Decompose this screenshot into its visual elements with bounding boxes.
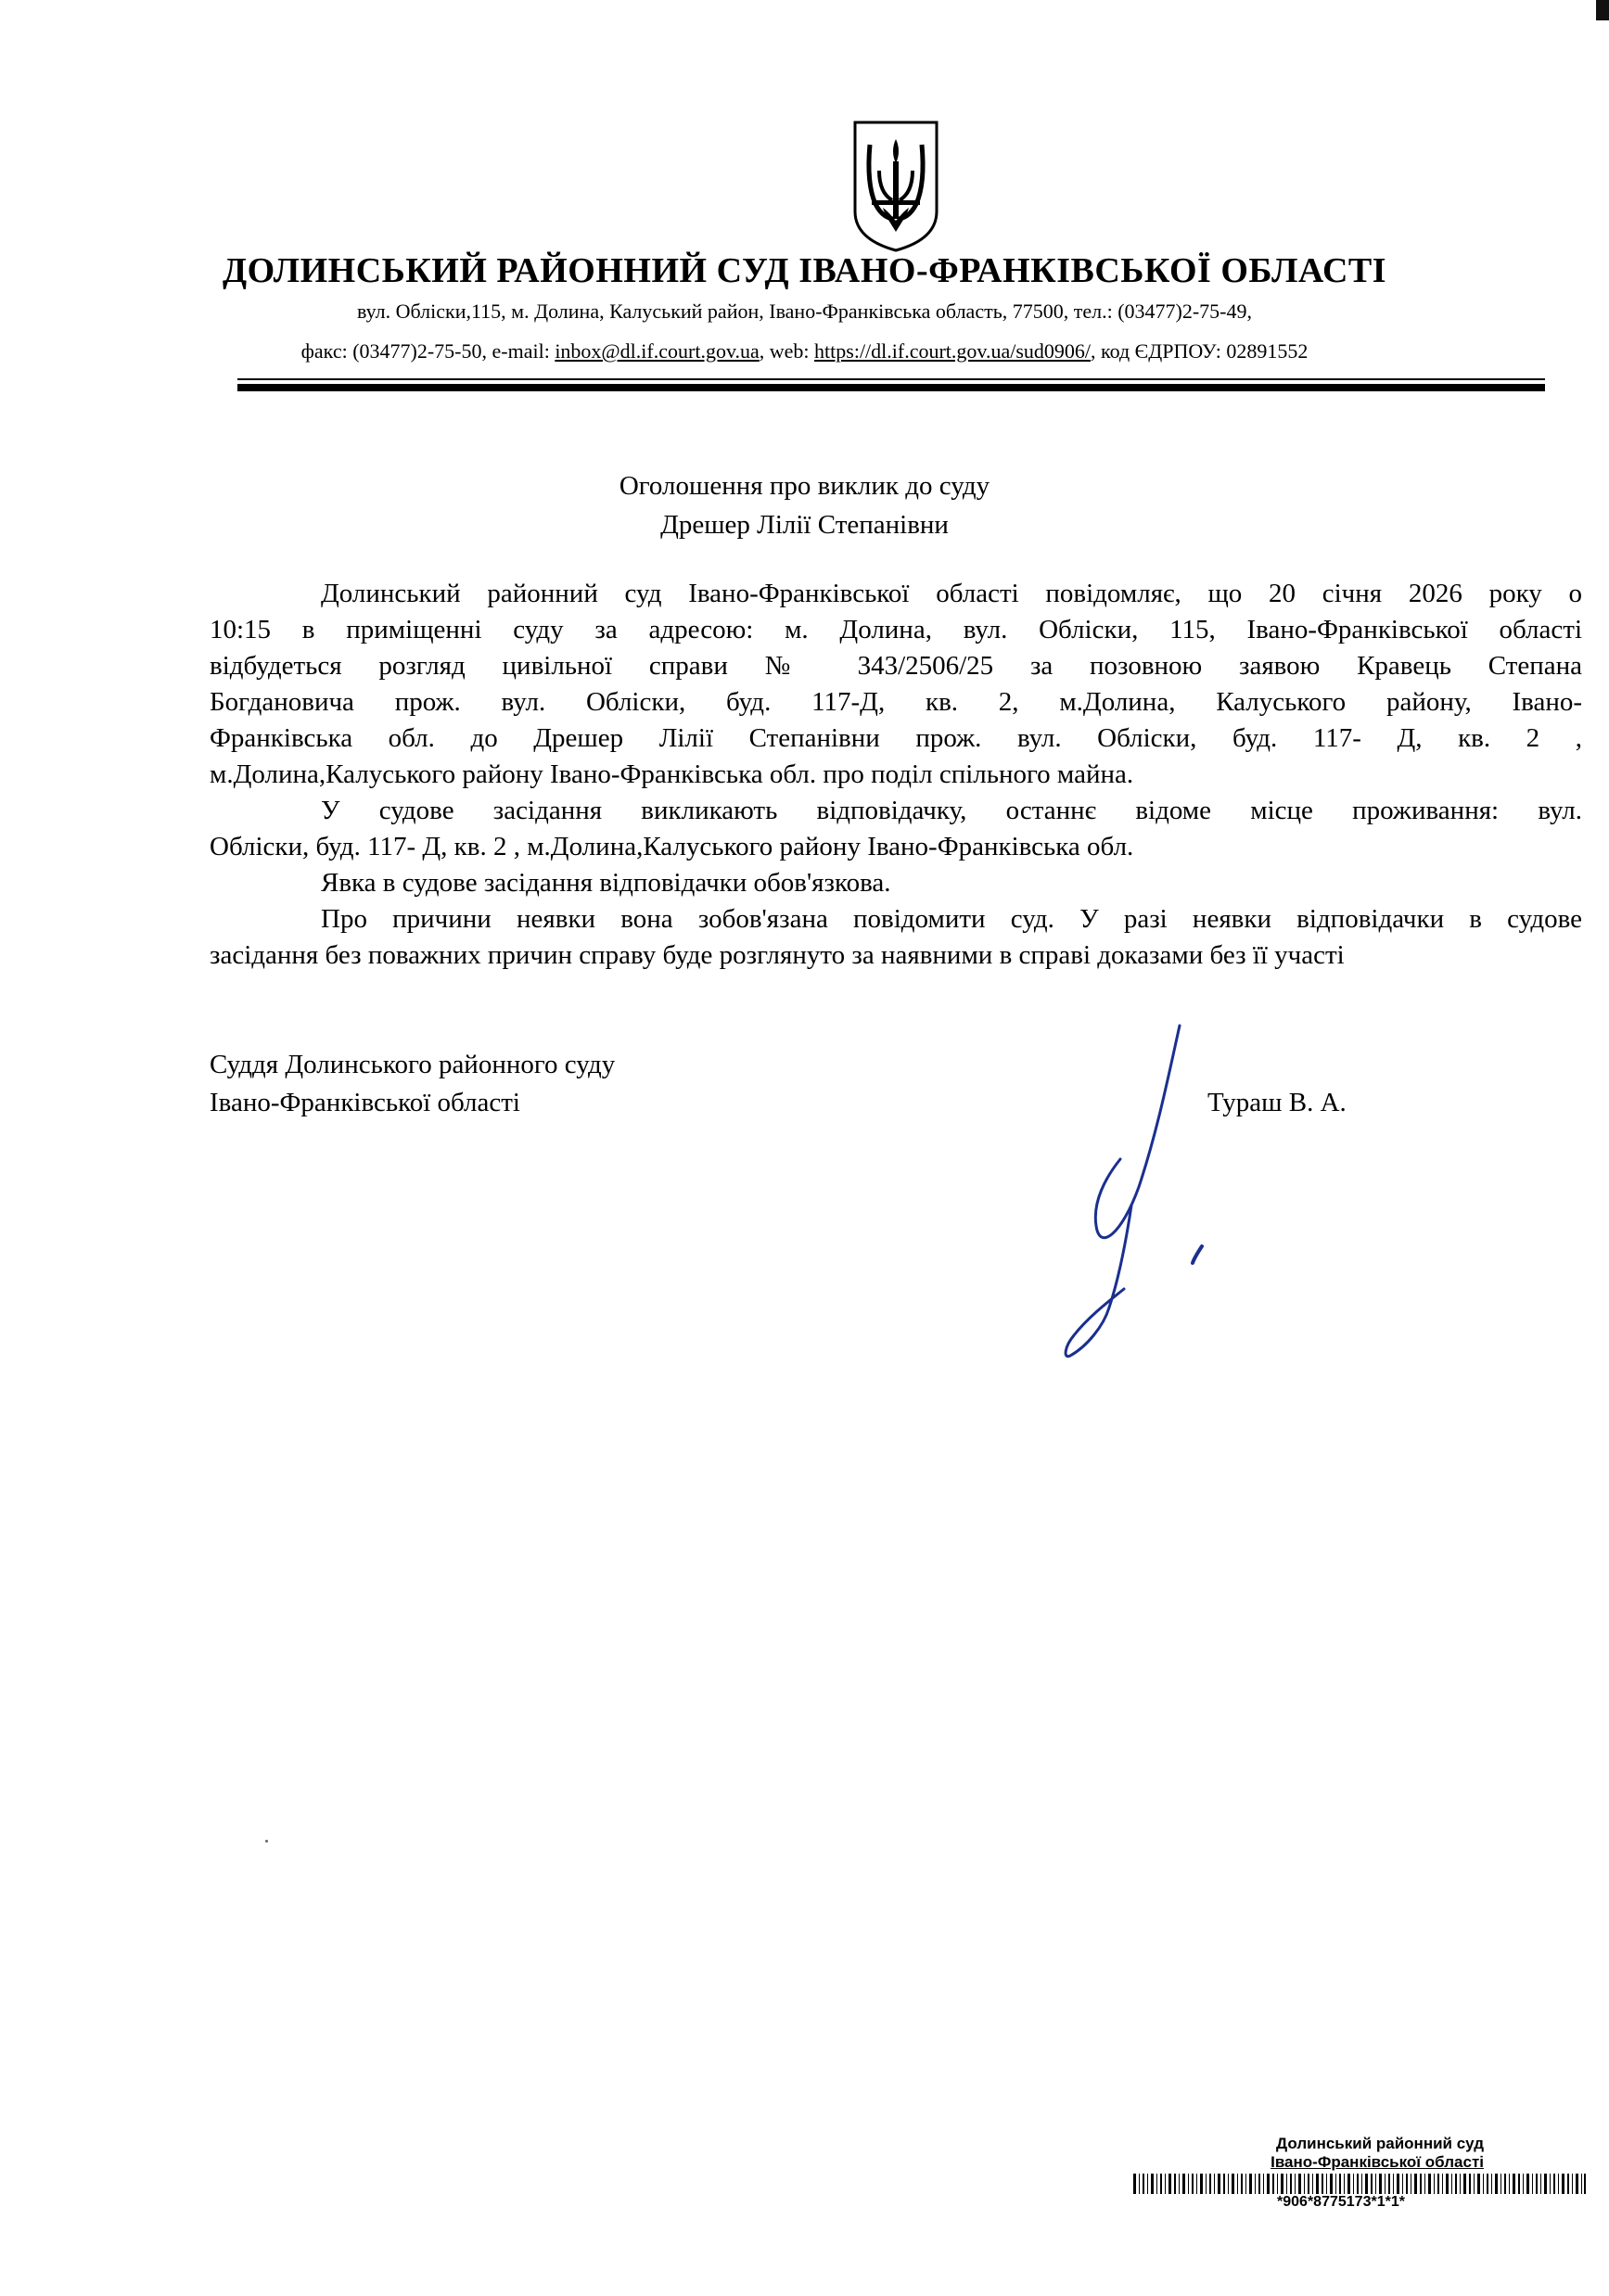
- body-line: 10:15 в приміщенні суду за адресою: м. Долина, вул. Обліски, 115, Івано-Франківської області: [210, 615, 1582, 644]
- scan-corner-mark: [1596, 0, 1609, 20]
- scan-speck: [265, 1840, 268, 1843]
- edrpou-text: , код ЄДРПОУ: 02891552: [1091, 339, 1309, 363]
- header-divider-thin: [237, 378, 1545, 380]
- website-link[interactable]: https://dl.if.court.gov.ua/sud0906/: [814, 339, 1092, 363]
- judge-name: Тураш В. А.: [1207, 1088, 1347, 1117]
- web-label: , web:: [759, 339, 815, 363]
- barcode-number: *906*8775173*1*1*: [1277, 2194, 1405, 2210]
- body-line: Франківська обл. до Дрешер Лілії Степанівни прож. вул. Обліски, буд. 117- Д, кв. 2 ,: [210, 723, 1582, 753]
- fax-text: факс: (03477)2-75-50, e-mail:: [300, 339, 555, 363]
- handwritten-signature: [1039, 1020, 1224, 1363]
- judge-position-line1: Суддя Долинського районного суду: [210, 1050, 616, 1079]
- judge-position: [210, 1046, 615, 1122]
- court-contacts: [0, 339, 1609, 364]
- body-line: Обліски, буд. 117- Д, кв. 2 , м.Долина,Калуського району Івано-Франківська обл.: [210, 832, 1134, 861]
- stamp-court-name: Долинський районний суд: [1276, 2135, 1484, 2152]
- barcode: [1133, 2174, 1586, 2194]
- body-line: м.Долина,Калуського району Івано-Франківська обл. про поділ спільного майна.: [210, 759, 1134, 789]
- body-line: У судове засідання викликають відповідачку, останнє відоме місце проживання: вул.: [321, 796, 1582, 825]
- body-line: відбудеться розгляд цивільної справи № 343/2506/25 за позовною заявою Кравець Степана: [210, 651, 1582, 681]
- header-divider-thick: [237, 384, 1545, 391]
- court-name: ДОЛИНСЬКИЙ РАЙОННИЙ СУД ІВАНО-ФРАНКІВСЬКОЇ ОБЛАСТІ: [222, 251, 1387, 290]
- body-line: Богдановича прож. вул. Обліски, буд. 117-Д, кв. 2, м.Долина, Калуського району, Івано-: [210, 687, 1582, 717]
- notice-body: [210, 576, 1582, 974]
- stamp-region: Івано-Франківської області: [1271, 2153, 1484, 2171]
- body-line: Явка в судове засідання відповідачки обов'язкова.: [321, 868, 891, 898]
- email-link[interactable]: inbox@dl.if.court.gov.ua: [555, 339, 760, 363]
- document-title: Оголошення про виклик до суду: [619, 471, 990, 501]
- body-line: Долинський районний суд Івано-Франківської області повідомляє, що 20 січня 2026 року о: [321, 579, 1582, 608]
- body-line: засідання без поважних причин справу буде розглянуто за наявними в справі доказами без її участі: [210, 940, 1345, 970]
- registry-stamp: [1133, 2135, 1586, 2211]
- court-address: вул. Обліски,115, м. Долина, Калуський район, Івано-Франківська область, 77500, тел.: (03477)2-75-49,: [356, 300, 1253, 323]
- trident-emblem-icon: [851, 119, 940, 252]
- body-line: Про причини неявки вона зобов'язана повідомити суд. У разі неявки відповідачки в судове: [321, 904, 1582, 934]
- judge-position-line2: Івано-Франківської області: [210, 1088, 520, 1117]
- addressee-name: Дрешер Лілії Степанівни: [660, 510, 949, 540]
